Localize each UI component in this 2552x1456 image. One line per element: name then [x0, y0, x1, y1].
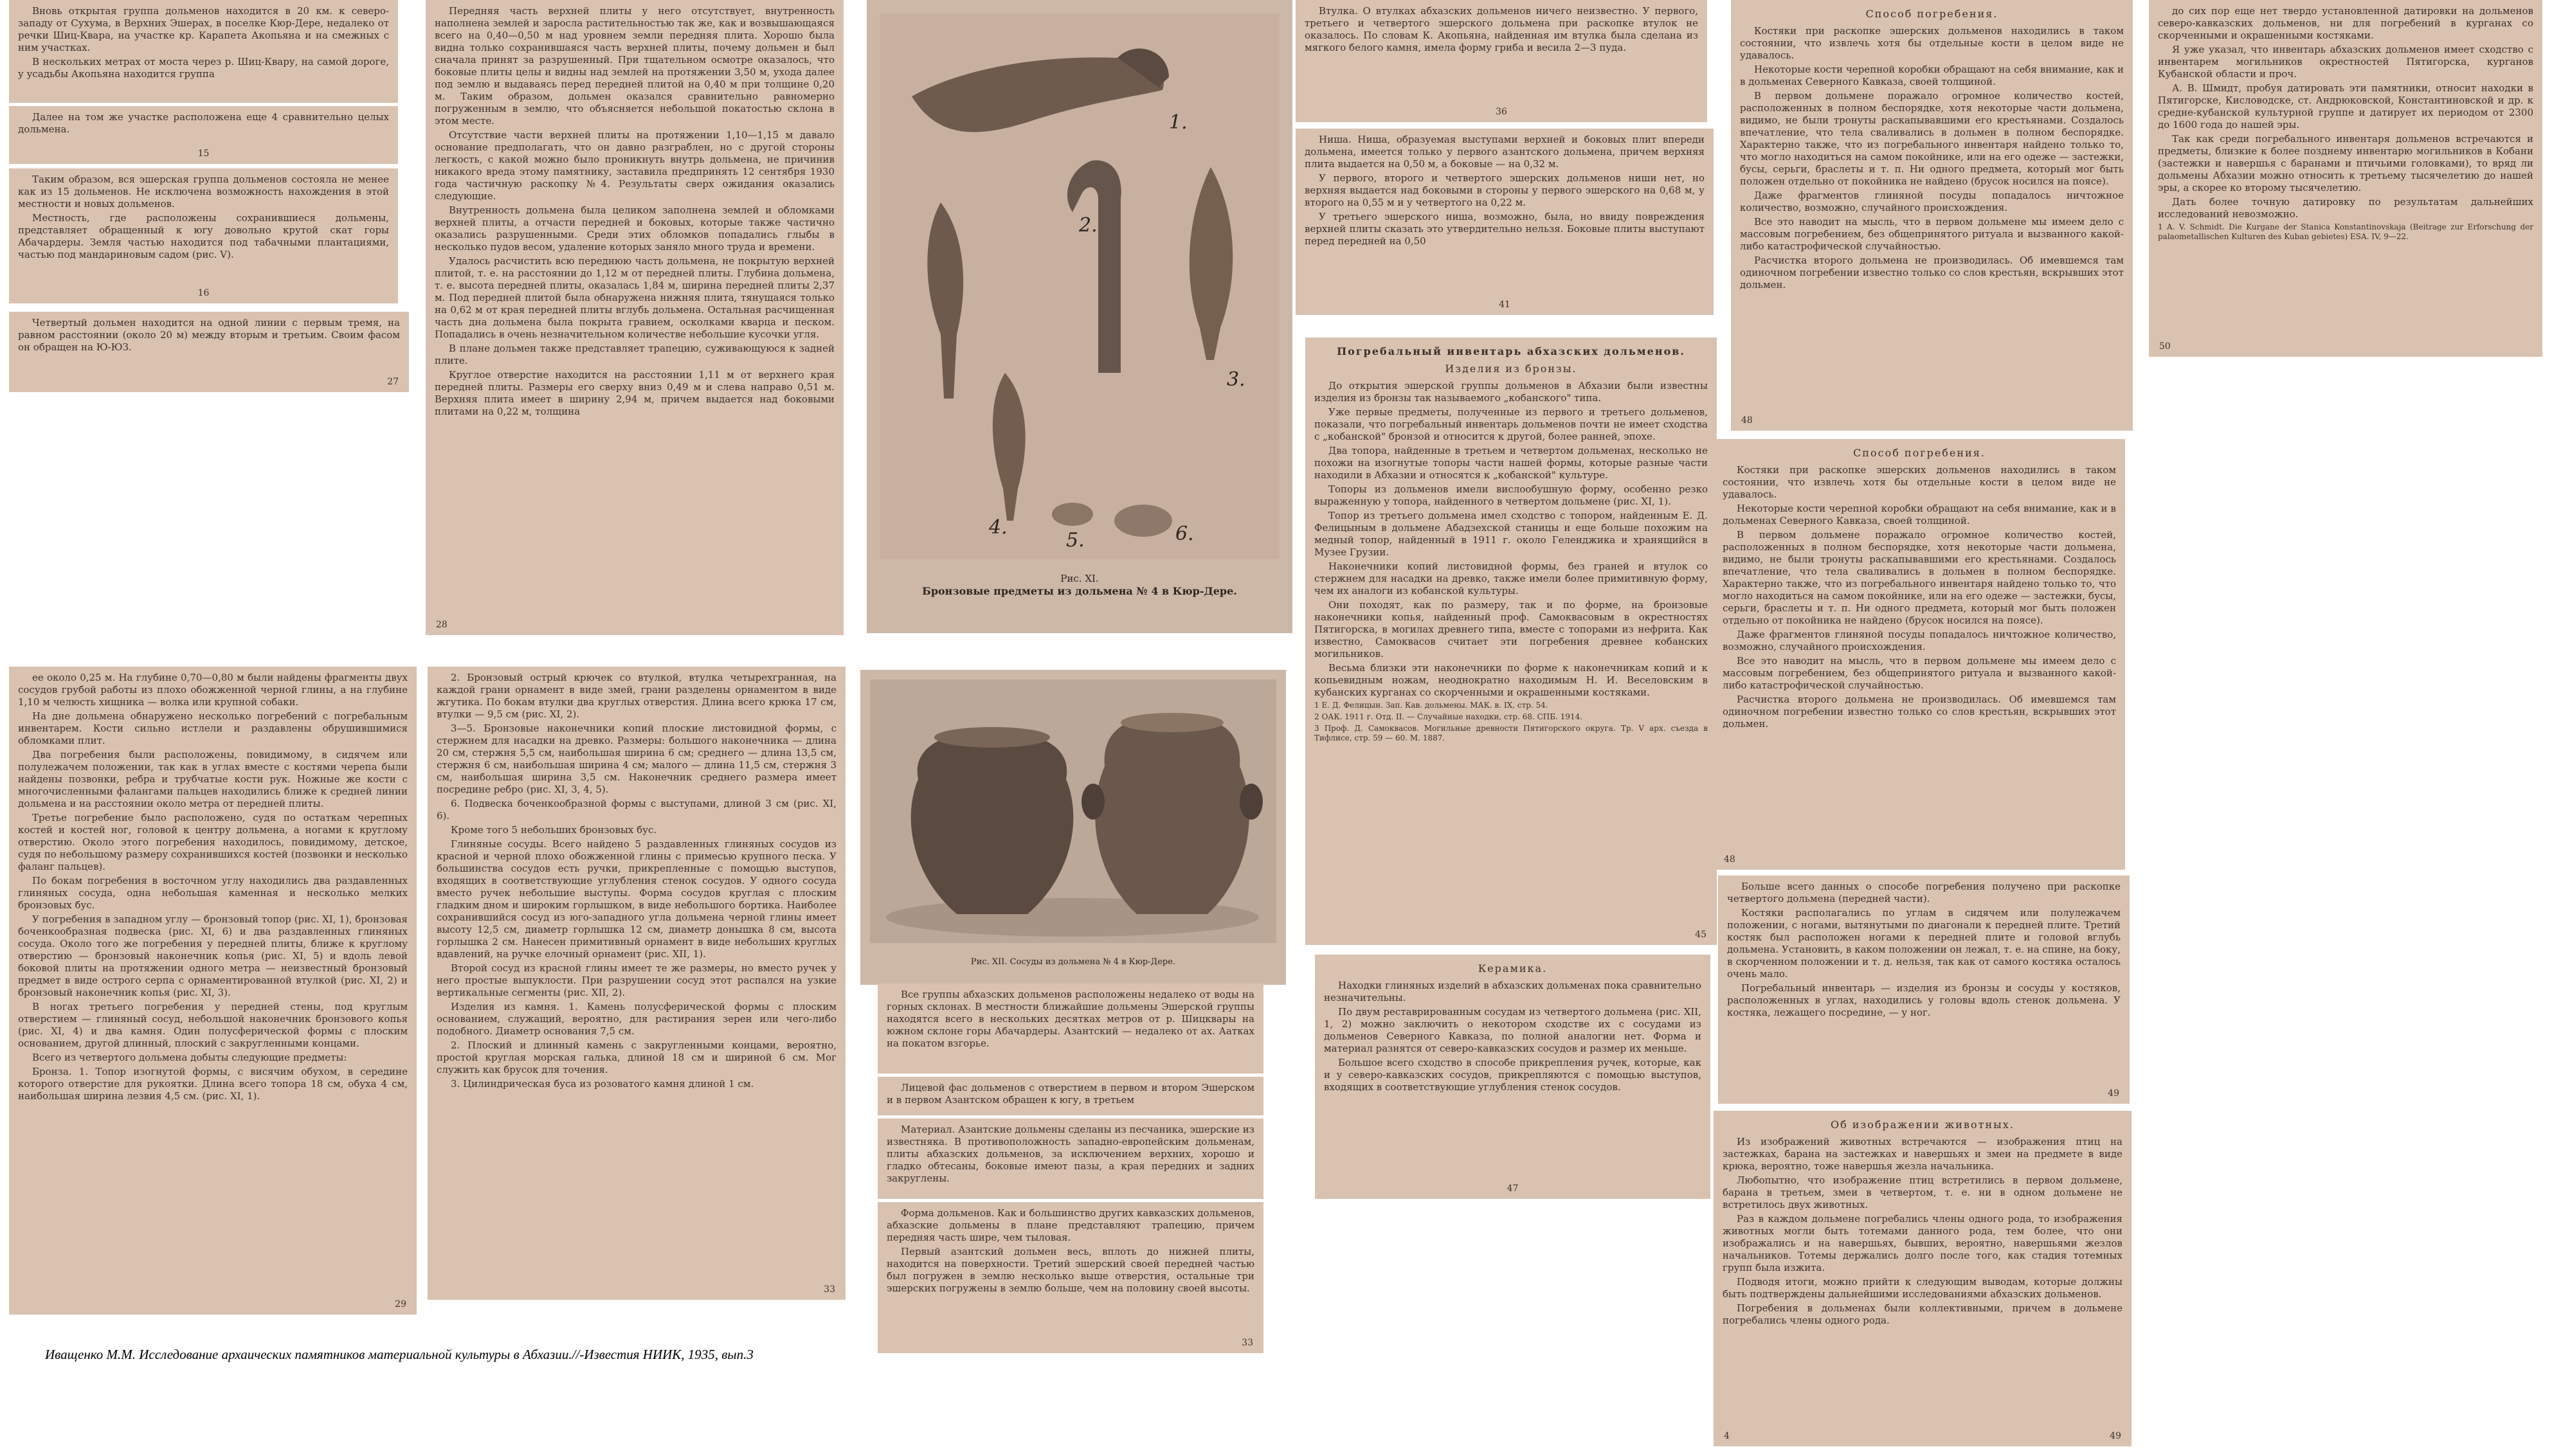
clip-10	[878, 1119, 1263, 1199]
text-paragraph: У первого, второго и четвертого эшерских дольменов ниши нет, но верхняя выдается над боковыми в стороны у первого эшерского на 0,68 м, у второго на 0,55 м и у четвертого на 0,22 м.	[1305, 172, 1705, 208]
figure-label: 2.	[1079, 214, 1098, 237]
text-paragraph: Все это наводит на мысль, что в первом дольмене мы имеем дело с массовым погребением, без общепринятого ритуала и вызванного какой-либо катастрофической случайностью.	[1723, 655, 2116, 691]
text-paragraph: В нескольких метрах от моста через р. Шиц-Квару, на самой дороге, у усадьбы Акопьяна находится группа	[18, 56, 389, 80]
text-paragraph: Расчистка второго дольмена не производилась. Об имевшемся там одиночном погребении известно только со слов крестьян, вскрывших этот дольмен.	[1723, 694, 2116, 730]
page-number: 45	[1695, 930, 1706, 940]
text-paragraph: Дать более точную датировку по результатам дальнейших исследований невозможно.	[2158, 196, 2533, 220]
footnote: 1 A. V. Schmidt. Die Kurgane der Stanica Konstantinovskaja (Beitrage zur Erforschung der palaometallischen Kulturen des Kuban gebietes) ESA. IV, 9—22.	[2158, 222, 2533, 241]
page-number: 50	[2159, 341, 2171, 352]
text-paragraph: Я уже указал, что инвентарь абхазских дольменов имеет сходство с инвентарем могильников окрестностей Пятигорска, курганов Кубанской области и проч.	[2158, 44, 2533, 80]
vessel-1-shape	[911, 731, 1074, 914]
bronze-objects-illustration	[867, 0, 1292, 633]
text-paragraph: А. В. Шмидт, пробуя датировать эти памятники, относит находки в Пятигорске, Кисловодске, ст. Андрюковской, Константиновской и др. к средне-кубанской культурной группе и датирует их периодом от 2300 до 1600 года до нашей эры.	[2158, 82, 2533, 130]
clip-17	[1714, 439, 2125, 870]
text-paragraph: Костяки располагались по углам в сидячем или полулежачем положении, с ногами, вытянутыми по диагонали к передней плите. Третий костяк был расположен ногами к передней плите и головой вглубь дольмена. Установить, в каком положении он лежал, т. е. на спине, на боку, в скорченном положении и т. д. нельзя, так как от самого костяка осталось очень мало.	[1727, 907, 2121, 980]
clip-5	[426, 0, 844, 635]
clip-13	[1296, 129, 1714, 315]
vessel-2-handle-shape	[1240, 784, 1263, 820]
text-paragraph: У третьего эшерского ниша, возможно, была, но ввиду повреждения верхней плиты сказать это утвердительно нельзя. Боковые плиты выступают перед передней на 0,50	[1305, 211, 1705, 247]
figure-label: 1.	[1169, 111, 1188, 134]
text-paragraph: Кроме того 5 небольших бронзовых бус.	[451, 824, 657, 836]
text-paragraph: Удалось расчистить всю переднюю часть дольмена, не покрытую верхней плитой, т. е. на расстоянии до 1,12 м от передней плиты. Глубина дольмена, т. е. высота передней плиты, оказалась 1,84 м, ширина передней плиты 2,37 м. Под передней плитой была обнаружена нижняя плита, тянущаяся только на 0,62 м от края передней плиты вглубь дольмена. Остальная расчищенная часть дна дольмена была покрыта гравием, осколками кварца и песком. Попадались в очень незначительном количестве небольшие кусочки угля.	[435, 255, 835, 340]
text-paragraph: Расчистка второго дольмена не производилась. Об имевшемся там одиночном погребении известно только со слов крестьян, вскрывших этот дольмен.	[1740, 255, 2124, 291]
text-paragraph: Весьма близки эти наконечники по форме к наконечникам копий и к копьевидным ножам, неоднократно находимым Н. И. Веселовским в кубанских курганах со скорченными и окрашенными костяками.	[1314, 662, 1708, 698]
page-number: 33	[824, 1284, 835, 1295]
text-paragraph: Некоторые кости черепной коробки обращают на себя внимание, как и в дольменах Северного Кавказа, своей толщиной.	[1723, 503, 2116, 526]
text-paragraph: Даже фрагментов глиняной посуды попадалось ничтожное количество, возможно, случайного происхождения.	[1723, 629, 2116, 652]
footnote: 3 Проф. Д. Самоквасов. Могильные древности Пятигорского округа. Тр. V арх. съезда в Тифлисе, стр. 59 — 60. М. 1887.	[1314, 724, 1708, 742]
text-paragraph: Круглое отверстие находится на расстоянии 1,11 м от верхнего края передней плиты. Размеры его сверху вниз 0,49 м и слева направо 0,51 м. Верхняя плита имеет в ширину 2,94 м, причем выдается над боковыми плитами на 0,22 м, толщина	[435, 369, 835, 417]
figure-caption-title: Рис. XI.	[1060, 573, 1099, 584]
clip-19	[1714, 1111, 2131, 1446]
clip-18	[1718, 876, 2130, 1104]
text-paragraph: Погребения в дольменах были коллективными, причем в дольмене погребались члены одного рода.	[1723, 1302, 2122, 1326]
page-number: 16	[197, 288, 210, 298]
text-paragraph: Третье погребение было расположено, судя по остаткам черепных костей и костей ног, головой к центру дольмена, а ногами к круглому отверстию. Около этого погребения находилось, повидимому, детское, судя по небольшому размеру сохранившихся костей (позвонки и несколько фаланг пальцев).	[18, 812, 408, 872]
text-paragraph: Втулка. О втулках абхазских дольменов ничего неизвестно. У первого, третьего и четвертого эшерского дольмена при раскопке втулок не оказалось. По словам К. Акопьяна, найденная им втулка была сделана из мягкого белого камня, имела форму гриба и весила 2—3 пуда.	[1305, 5, 1698, 53]
clip-9	[878, 1077, 1263, 1115]
vessel-1-rim-shape	[934, 727, 1050, 748]
text-paragraph: 2. Бронзовый острый крючек со втулкой, втулка четырехгранная, на каждой грани орнамент в виде змей, грани разделены орнаментом в виде жгутика. По бокам втулки два круглых отверстия. Длина всего крюка 17 см, втулки — 9,5 см (рис. XI, 2).	[437, 672, 837, 720]
footnote: 2 ОАК. 1911 г. Отд. II. — Случайные находки, стр. 68. СПБ. 1914.	[1314, 712, 1583, 721]
text-paragraph: Большое всего сходство в способе прикрепления ручек, которые, как и у северо-кавказских сосудов, прикрепляются с помощью выступов, входящих в соответствующие углубления стенок сосудов.	[1324, 1057, 1701, 1093]
page-number: 33	[1242, 1338, 1253, 1348]
vessels-illustration	[860, 670, 1286, 985]
text-paragraph: По двум реставрированным сосудам из четвертого дольмена (рис. XII, 1, 2) можно заключить о некотором сходстве их с сосудами из дольменов Северного Кавказа, по полной аналогии нет. Форма и материал разнятся от северо-кавказских сосудов и размер их меньше.	[1324, 1006, 1701, 1054]
clip-1	[9, 0, 398, 103]
text-paragraph: Передняя часть верхней плиты у него отсутствует, внутренность наполнена землей и заросла растительностью так же, как и возвышающаяся всего на 0,40—0,50 м над уровнем земли передняя плита. Хорошо была видна только сохранившаяся часть верхней плиты, почему дольмен и был сначала принят за разрушенный. При тщательном осмотре оказалось, что боковые плиты целы и видны над землей на протяжении 3,50 м, ухода далее под землю и выдаваясь перед передней плитой на 0,40 м при толщине 0,20 м. Таким образом, дольмен оказался сравнительно равномерно погруженным в землю, что объясняется небольшой покатостью склона в этом месте.	[435, 5, 835, 127]
footnote: 1 Е. Д. Фелицын. Зап. Кав. дольмены. МАК. в. IX, стр. 54.	[1314, 701, 1548, 710]
text-paragraph: Далее на том же участке расположена еще 4 сравнительно целых дольмена.	[18, 111, 389, 135]
text-paragraph: В ногах третьего погребения у передней стены, под круглым отверстием — глиняный сосуд, небольшой наконечник бронзового копья (рис. XI, 4) и два камня. Один полусферической формы с плоским основанием, другой длинный, плоский с закругленными концами.	[18, 1001, 408, 1049]
section-heading: Способ погребения.	[1853, 447, 1986, 459]
page-number: 48	[1724, 854, 1735, 865]
clip-2	[9, 106, 398, 164]
text-paragraph: Так как среди погребального инвентаря дольменов встречаются и предметы, близкие к более позднему инвентарю могильников в Кобани (застежки и навершья с баранами и птичьими головками), то вряд ли дольмены Абхазии можно относить к третьему тысячелетию до нашей эры, а скорее ко второму тысячелетию.	[2158, 133, 2533, 193]
text-paragraph: У погребения в западном углу — бронзовый топор (рис. XI, 1), бронзовая боченкообразная подвеска (рис. XI, 6) и два раздавленных глиняных сосуда. Около того же погребения у передней плиты, ближе к круглому отверстию — бронзовый наконечник копья (рис. XI, 5) и вдоль левой боковой плиты на протяжении одного метра — неизвестный бронзовый предмет в виде острого серпа с орнаментированной втулкой (рис. XI, 2) и бронзовый наконечник копья (рис. XI, 3).	[18, 913, 408, 998]
clip-8	[878, 984, 1263, 1074]
page-number: 41	[1499, 300, 1510, 310]
figure-label: 3.	[1227, 368, 1245, 391]
figure-xii-vessels	[860, 670, 1286, 985]
page-number: 47	[1507, 1183, 1519, 1194]
text-paragraph: Материал. Азантские дольмены сделаны из песчаника, эшерские из известняка. В противоположность западно-европейским дольменам, плиты абхазских дольменов, за исключением верхних, хорошо и гладко обтесаны, боковые имеют пазы, а края передних и задних закруглены.	[887, 1124, 1254, 1184]
page-number: 27	[387, 377, 399, 387]
text-paragraph: Уже первые предметы, полученные из первого и третьего дольменов, показали, что погребальный инвентарь дольменов почти не имеет сходства с „кобанской" бронзой и относится к другой, более ранней, эпохе.	[1314, 406, 1708, 442]
text-paragraph: Ниша. Ниша, образуемая выступами верхней и боковых плит впереди дольмена, имеется только у первого азантского дольмена, причем верхняя плита выдается на 0,50 м, а боковые — на 0,32 м.	[1305, 134, 1705, 170]
page-number: 49	[2108, 1088, 2119, 1099]
text-paragraph: 3—5. Бронзовые наконечники копий плоские листовидной формы, с стержнем для насадки на древко. Размеры: большого наконечника — длина 20 см, стержня 5,5 см, наибольшая ширина 6 см; среднего — длина 13,5 см, стержня 6 см, наибольшая ширина 4 см; малого — длина 11,5 см, стержня 3 см, наибольшая ширина 3,5 см. Наконечник среднего размера имеет посредине ребро (рис. XI, 3, 4, 5).	[437, 723, 837, 795]
figure-label: 5.	[1066, 529, 1085, 552]
text-paragraph: Форма дольменов. Как и большинство других кавказских дольменов, абхазские дольмены в плане представляют трапецию, причем передняя часть шире, чем тыловая.	[887, 1207, 1254, 1243]
figure-caption: Бронзовые предметы из дольмена № 4 в Кюр-Дере.	[922, 585, 1237, 597]
text-paragraph: В плане дольмен также представляет трапецию, суживающуюся к задней плите.	[435, 343, 835, 366]
page-number: 15	[197, 148, 210, 159]
text-paragraph: Все это наводит на мысль, что в первом дольмене мы имеем дело с массовым погребением, без общепринятого ритуала и вызванного какой-либо катастрофической случайностью.	[1740, 216, 2124, 252]
text-paragraph: Находки глиняных изделий в абхазских дольменах пока сравнительно незначительны.	[1324, 980, 1701, 1003]
text-paragraph: Бронза. 1. Топор изогнутой формы, с висячим обухом, в середине которого отверстие для рукоятки. Длина всего топора 18 см, обуха 4 см, наибольшая ширина лезвия 4,5 см. (рис. XI, 1).	[18, 1066, 408, 1102]
text-paragraph: Из изображений животных встречаются — изображения птиц на застежках, барана на застежках и навершьях и змеи на предмете в виде крюка, вероятно, тоже навершья жезла начальника.	[1723, 1136, 2122, 1172]
page-number: 49	[2110, 1431, 2121, 1441]
text-paragraph: Таким образом, вся эшерская группа дольменов состояла не менее как из 15 дольменов. Не исключена возможность нахождения в этой местности и новых дольменов.	[18, 174, 389, 210]
text-paragraph: Все группы абхазских дольменов расположены недалеко от воды на горных склонах. В местности ближайшие дольмены Эшерской группы находятся всего в нескольких десятках метров от р. Шицквары на южном склоне горы Абачардеры. Азантский — недалеко от ах. Аатках на покатом взгорье.	[887, 989, 1254, 1049]
stone-shape	[1114, 505, 1172, 537]
text-paragraph: Наконечники копий листовидной формы, без граней и втулок со стержнем для насадки на древко, также имели более примитивную форму, чем их аналоги из кобанской культуры.	[1314, 561, 1708, 597]
text-paragraph: Второй сосуд из красной глины имеет те же размеры, но вместо ручек у него простые выпуклости. При разрушении сосуд этот распался на узкие вертикальные сегменты (рис. XII, 2).	[437, 962, 837, 998]
section-heading: Керамика.	[1478, 962, 1548, 975]
text-paragraph: ее около 0,25 м. На глубине 0,70—0,80 м были найдены фрагменты двух сосудов грубой работы из плохо обожженной черной глины, а на глубине 1,10 м челюсть хищника — волка или крупной собаки.	[18, 672, 408, 708]
text-paragraph: По бокам погребения в восточном углу находились два раздавленных глиняных сосуда, одна небольшая каменная и несколько мелких бронзовых бус.	[18, 875, 408, 911]
text-paragraph: Даже фрагментов глиняной посуды попадалось ничтожное количество, возможно, случайного происхождения.	[1740, 190, 2124, 213]
figure-label: 4.	[989, 516, 1008, 539]
text-paragraph: Четвертый дольмен находится на одной линии с первым тремя, на равном расстоянии (около 20 м) между вторым и третьим. Своим фасом он обращен на Ю-ЮЗ.	[18, 317, 400, 353]
clip-11	[878, 1202, 1263, 1353]
text-paragraph: Топор из третьего дольмена имел сходство с топором, найденным Е. Д. Фелицыным в дольмене Абадзехской станицы и еще больше похожим на медный топор, найденный в 1911 г. около Геленджика и хранящийся в Музее Грузии.	[1314, 510, 1708, 558]
text-paragraph: Два топора, найденные в третьем и четвертом дольменах, несколько не похожи на изогнутые топоры части нашей формы, которые разные части находили в Абхазии и относятся к „кобанской" культуре.	[1314, 445, 1708, 481]
text-paragraph: Костяки при раскопке эшерских дольменов находились в таком состоянии, что извлечь хотя бы отдельные кости в целом виде не удавалось.	[1740, 25, 2124, 61]
text-paragraph: Больше всего данных о способе погребения получено при раскопке четвертого дольмена (передней части).	[1727, 881, 2121, 904]
text-paragraph: Вновь открытая группа дольменов находится в 20 км. к северо-западу от Сухума, в Верхних Эшерах, в поселке Кюр-Дере, недалеко от речки Шиц-Квара, на участке кр. Карапета Акопьяна и на смежных с ним участках.	[18, 5, 389, 53]
clip-20	[2149, 0, 2542, 357]
text-paragraph: Любопытно, что изображение птиц встретились в первом дольмене, барана в третьем, змеи в четвертом, т. е. ни в одном дольмене не встретилось двух животных.	[1723, 1174, 2122, 1210]
clip-16	[1731, 0, 2133, 431]
vessel-2-handle-shape	[1081, 784, 1105, 820]
text-paragraph: Отсутствие части верхней плиты на протяжении 1,10—1,15 м давало основание предполагать, что он давно разграблен, но с другой стороны легкость, с какой можно было проникнуть внутрь дольмена, не причинив никакого вреда этому памятнику, заставила предпринять 12 сентября 1930 года частичную раскопку №4. Результаты сверх ожидания оказались следующие.	[435, 129, 835, 202]
text-paragraph: Внутренность дольмена была целиком заполнена землей и обломками верхней плиты, а отчасти передней и боковых, которые также частично оказались разрушенными. Среди этих обломков попадались глыбы в несколько пудов весом, удаление которых заняло много труда и времени.	[435, 204, 835, 253]
text-paragraph: Всего из четвертого дольмена добыты следующие предметы:	[32, 1052, 347, 1063]
text-paragraph: До открытия эшерской группы дольменов в Абхазии были известны изделия из бронзы так называемого „кобанского" типа.	[1314, 380, 1708, 404]
clip-14	[1305, 337, 1717, 945]
section-heading: Об изображении животных.	[1831, 1119, 2014, 1131]
clip-15	[1315, 955, 1710, 1199]
text-paragraph: Лицевой фас дольменов с отверстием в первом и втором Эшерском и в первом Азантском обращен к югу, в третьем	[887, 1082, 1254, 1106]
text-paragraph: Местность, где расположены сохранившиеся дольмены, представляет обращенный к югу довольно крутой скат горы Абачардеры. Земля частью находится под табачными плантациями, частью под мандариновым садом (рис. V).	[18, 212, 389, 260]
clip-12	[1296, 0, 1707, 122]
clip-3	[9, 168, 398, 303]
text-paragraph: Изделия из камня. 1. Камень полусферической формы с плоским основанием, служащий, вероятно, для растирания зерен или чего-либо подобного. Диаметр основания 7,5 см.	[437, 1001, 837, 1037]
text-paragraph: 3. Цилиндрическая буса из розоватого камня длиной 1 см.	[451, 1078, 754, 1090]
figure-caption: Рис. XII. Сосуды из дольмена № 4 в Кюр-Дере.	[970, 957, 1176, 967]
page-number: 48	[1741, 415, 1753, 426]
text-paragraph: Первый азантский дольмен весь, вплоть до нижней плиты, находится на поверхности. Третий эшерский своей передней частью был погружен в землю несколько выше отверстия, остальные три эшерских погружены в землю больше, чем на половину своей высоты.	[887, 1246, 1254, 1294]
text-paragraph: 6. Подвеска боченкообразной формы с выступами, длиной 3 см (рис. XI, 6).	[437, 798, 837, 822]
clip-7	[428, 667, 846, 1300]
figure-label: 6.	[1175, 523, 1194, 545]
page-number: 29	[395, 1299, 406, 1309]
text-paragraph: В первом дольмене поражало огромное количество костей, расположенных в полном беспорядке, хотя некоторые части дольмена, видимо, не были тронуты раскапывавшими его крестьянами. Создалось впечатление, что тела сваливались в дольмен в полном беспорядке. Характерно также, что из погребального инвентаря найдено только то, что могло находиться на самом покойнике, или на его одеже — застежки, бусы, серьги, браслеты и т. п. Ни одного предмета, который мог быть положен отдельно от покойника не найдено (брусок носился на поясе).	[1740, 90, 2124, 187]
text-paragraph: Топоры из дольменов имели вислообушную форму, особенно резко выраженную у топора, найденного в четвертом дольмене (рис. XI, 1).	[1314, 483, 1708, 507]
text-paragraph: На дне дольмена обнаружено несколько погребений с погребальным инвентарем. Кости сильно истлели и раздавлены обрушившимися обломками плит.	[18, 710, 408, 746]
text-paragraph: В первом дольмене поражало огромное количество костей, расположенных в полном беспорядке, хотя некоторые части дольмена, видимо, не были тронуты раскапывавшими его крестьянами. Создалось впечатление, что тела сваливались в дольмен в полном беспорядке. Характерно также, что из погребального инвентаря найдено только то, что могло находиться на самом покойнике, или на его одеже — застежки, бусы, серьги, браслеты и т. п. Ни одного предмета, который мог быть положен отдельно от покойника не найдено (брусок носился на поясе).	[1723, 529, 2116, 626]
text-paragraph: Раз в каждом дольмене погребались члены одного рода, то изображения животных могли быть тотемами данного рода, тем более, что они изображались и на навершьях, бывших, вероятно, навершьями жезлов начальников. Тотемы держались долго после того, как стадия тотемных групп была изжита.	[1723, 1213, 2122, 1273]
section-heading: Способ погребения.	[1865, 8, 1998, 20]
figure-xi-bronze-objects	[867, 0, 1292, 633]
text-paragraph: Глиняные сосуды. Всего найдено 5 раздавленных глиняных сосудов из красной и черной плохо обожженной глины с примесью крупного песка. У большинства сосудов есть ручки, прикрепленные с помощью выступов, входящих в соответствующие углубления стенок сосудов. У одного сосуда вместо ручек небольшие выступы. Форма сосудов круглая с плоским гладким дном и широким горлышком, в виде небольшого бортика. Наиболее сохранившийся сосуд из юго-западного угла дольмена черной глины имеет высоту 12,5 см, диаметр горлышка 12 см, диаметр донышка 8 см, высота горлышка 2 см. Нанесен примитивный орнамент в виде небольших круглых вдавлений, на ручке елочный орнамент (рис. XII, 1).	[437, 838, 837, 960]
clip-6	[9, 667, 417, 1315]
vessel-2-shape	[1095, 715, 1249, 914]
text-paragraph: Костяки при раскопке эшерских дольменов находились в таком состоянии, что извлечь хотя бы отдельные кости в целом виде не удавалось.	[1723, 464, 2116, 500]
text-paragraph: Некоторые кости черепной коробки обращают на себя внимание, как и в дольменах Северного Кавказа, своей толщиной.	[1740, 64, 2124, 87]
section-subheading: Изделия из бронзы.	[1445, 363, 1577, 375]
citation: Иващенко М.М. Исследование архаических памятников материальной культуры в Абхазии.//-Известия НИИК, 1935, вып.3	[45, 1347, 754, 1362]
vessel-2-rim-shape	[1121, 713, 1224, 732]
text-paragraph: Они походят, как по размеру, так и по форме, на бронзовые наконечники копья, найденный проф. Самоквасовым в окрестностях Пятигорска, в могилах древнего типа, вместе с топорами из нефрита. Как известно, Самоквасов считает эти погребения древнее кобанских могильников.	[1314, 599, 1708, 660]
page-number: 36	[1496, 107, 1507, 117]
clip-4	[9, 312, 409, 392]
text-paragraph: 2. Плоский и длинный камень с закругленными концами, вероятно, простой круглая морская галька, длиной 18 см и шириной 6 см. Мог служить как брусок для точения.	[437, 1039, 837, 1075]
page-number-left: 4	[1724, 1431, 1730, 1441]
bronze-pendant-shape	[1052, 503, 1093, 526]
text-paragraph: до сих пор еще нет твердо установленной датировки на дольменов северо-кавказских дольменов, ни для погребений в курганах со скорченными и окрашенными костяками.	[2158, 5, 2533, 41]
section-heading: Погребальный инвентарь абхазских дольменов.	[1337, 345, 1685, 357]
text-paragraph: Два погребения были расположены, повидимому, в сидячем или полулежачем положении, так как в углах вместе с костями черепа были найдены позвонки, ребра и трубчатые кости рук. Ножные же кости с многочисленными фалангами пальцев находились ближе к средней линии дольмена и на расстоянии около метра от передней плиты.	[18, 749, 408, 809]
text-paragraph: Подводя итоги, можно прийти к следующим выводам, которые должны быть подтверждены дальнейшими исследованиями абхазских дольменов.	[1723, 1276, 2122, 1300]
page-number: 28	[436, 620, 448, 630]
text-paragraph: Погребальный инвентарь — изделия из бронзы и сосуды у костяков, расположенных в углах, находились у головы вдоль стенок дольмена. У костяка, лежащего посредине, — у ног.	[1727, 982, 2121, 1018]
